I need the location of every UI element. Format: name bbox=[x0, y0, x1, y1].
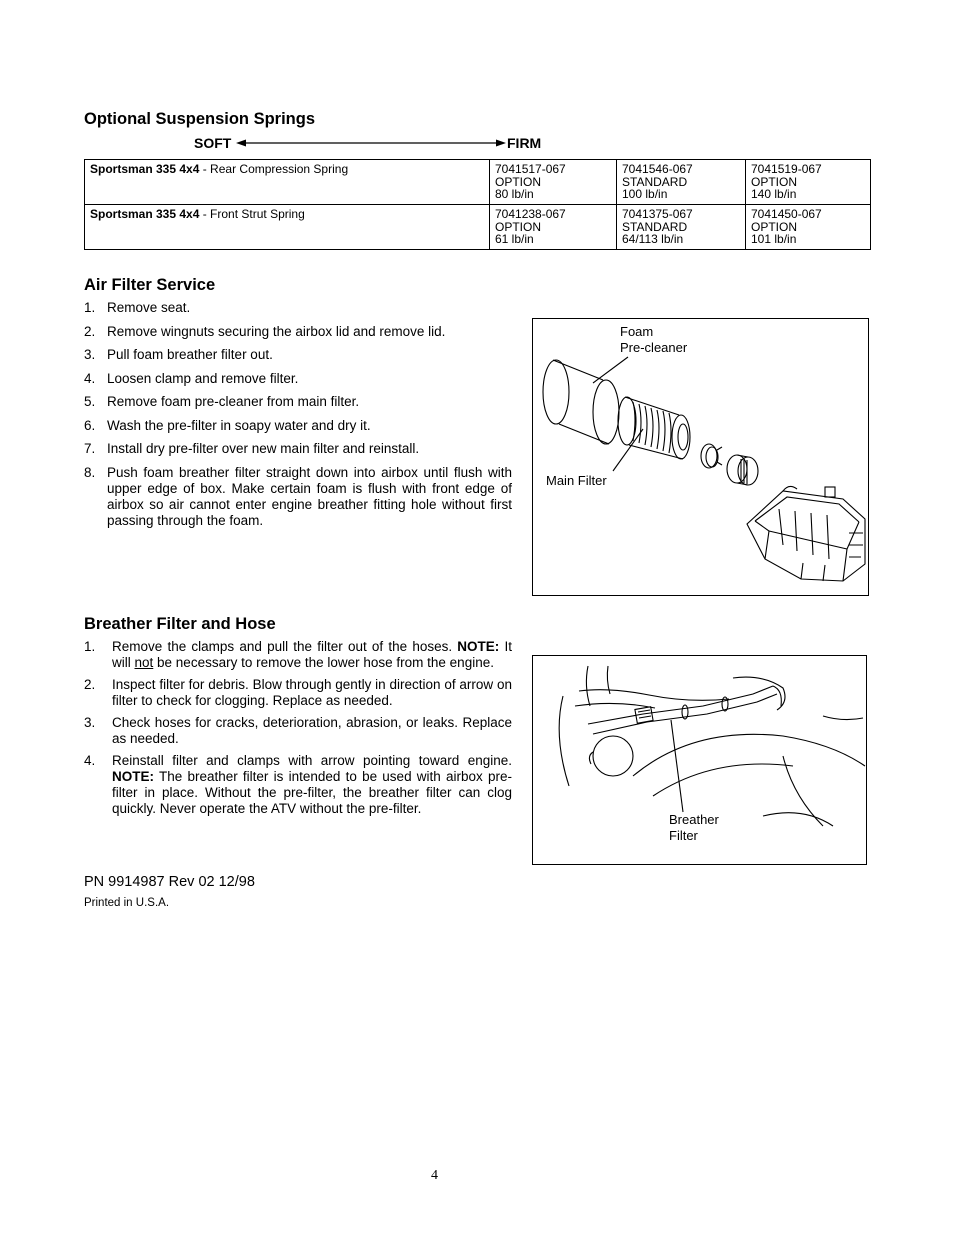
step-number: 7. bbox=[84, 441, 96, 456]
foam-label-line2: Pre-cleaner bbox=[620, 340, 688, 355]
spring-option-cell bbox=[746, 205, 871, 250]
step-text: Wash the pre-filter in soapy water and dry it. bbox=[107, 417, 371, 433]
step-number: 6. bbox=[84, 417, 96, 433]
step-number: 4. bbox=[84, 370, 96, 386]
list-item bbox=[84, 639, 512, 671]
spring-option-cell bbox=[490, 205, 617, 250]
step-text: Pull foam breather filter out. bbox=[107, 347, 273, 362]
spring-model: Sportsman 335 4x4 bbox=[90, 207, 200, 221]
step-text: Remove wingnuts securing the airbox lid and remove lid. bbox=[107, 323, 446, 339]
step-number: 8. bbox=[84, 464, 96, 480]
spring-rate: 101 lb/in bbox=[751, 232, 797, 246]
step-number: 3. bbox=[84, 715, 96, 730]
spring-type: OPTION bbox=[495, 219, 542, 234]
spring-type: OPTION bbox=[751, 219, 798, 234]
spring-type: OPTION bbox=[751, 174, 798, 189]
main-filter-label: Main Filter bbox=[546, 473, 607, 488]
air-filter-heading: Air Filter Service bbox=[84, 276, 216, 294]
note-label: NOTE: bbox=[457, 639, 500, 654]
page-number: 4 bbox=[431, 1168, 438, 1183]
air-filter-figure bbox=[532, 318, 869, 596]
spring-type: OPTION bbox=[495, 174, 542, 189]
step-text: Remove foam pre-cleaner from main filter. bbox=[107, 394, 360, 409]
step-text: The breather filter is intended to be used with airbox pre-filter in place. Without the pre-filter, the breather filter can clog quickly. Never operate the ATV without the pre-filter. bbox=[112, 769, 512, 816]
springs-table bbox=[84, 159, 871, 250]
step-text: Remove the clamps and pull the filter out of the hoses. bbox=[112, 639, 458, 654]
spring-rate: 64/113 lb/in bbox=[622, 232, 684, 246]
step-text: Push foam breather filter straight down into airbox until flush with upper edge of box. Make certain foam is flush with front edge of airbox so air cannot enter engine breather fitting hole without first passing through the foam. bbox=[107, 464, 512, 528]
list-item bbox=[84, 394, 512, 410]
spring-option-cell bbox=[746, 160, 871, 205]
step-text: Reinstall filter and clamps with arrow pointing toward engine. bbox=[112, 753, 512, 768]
spring-desc: - Rear Compression Spring bbox=[199, 162, 349, 176]
step-text: be necessary to remove the lower hose from the engine. bbox=[153, 655, 494, 670]
step-text: Remove seat. bbox=[107, 300, 191, 315]
part-number: 7041546-067 bbox=[622, 162, 693, 176]
list-item bbox=[84, 465, 512, 529]
breather-label-line2: Filter bbox=[669, 828, 698, 843]
list-item bbox=[84, 324, 512, 340]
spring-rate: 61 lb/in bbox=[495, 232, 534, 246]
breather-steps bbox=[84, 639, 512, 817]
soft-label: SOFT bbox=[194, 135, 232, 151]
breather-filter-figure bbox=[532, 655, 867, 865]
part-number: 7041517-067 bbox=[495, 162, 566, 176]
step-number: 1. bbox=[84, 300, 96, 315]
list-item bbox=[84, 347, 512, 363]
step-text: Check hoses for cracks, deterioration, abrasion, or leaks. Replace as needed. bbox=[112, 715, 512, 746]
soft-firm-arrow bbox=[236, 137, 506, 149]
list-item bbox=[84, 677, 512, 709]
spring-desc: - Front Strut Spring bbox=[199, 207, 305, 221]
list-item bbox=[84, 715, 512, 747]
part-number: 7041450-067 bbox=[751, 207, 822, 221]
spring-type: STANDARD bbox=[622, 174, 688, 189]
table-row bbox=[85, 205, 871, 250]
step-text: It will bbox=[112, 639, 512, 670]
step-number: 4. bbox=[84, 753, 96, 768]
list-item bbox=[84, 441, 512, 457]
part-number: 7041519-067 bbox=[751, 162, 822, 176]
spring-option-cell bbox=[490, 160, 617, 205]
spring-option-cell bbox=[617, 160, 746, 205]
step-number: 2. bbox=[84, 677, 96, 692]
spring-rate: 80 lb/in bbox=[495, 187, 534, 201]
step-number: 1. bbox=[84, 639, 96, 654]
firm-label: FIRM bbox=[507, 135, 542, 151]
spring-type: STANDARD bbox=[622, 219, 688, 234]
spring-option-cell bbox=[617, 205, 746, 250]
note-label: NOTE: bbox=[112, 769, 154, 784]
list-item bbox=[84, 753, 512, 817]
part-number: 7041375-067 bbox=[622, 207, 693, 221]
air-filter-steps bbox=[84, 300, 512, 529]
breather-label-line1: Breather bbox=[669, 812, 719, 827]
list-item bbox=[84, 418, 512, 434]
step-text: Inspect filter for debris. Blow through gently in direction of arrow on filter to check for clogging. Replace as needed. bbox=[112, 677, 512, 708]
foam-label-line1: Foam bbox=[620, 324, 654, 339]
springs-heading: Optional Suspension Springs bbox=[84, 110, 316, 128]
table-row bbox=[85, 160, 871, 205]
spring-rate: 100 lb/in bbox=[622, 187, 668, 201]
list-item bbox=[84, 300, 512, 316]
step-text: Loosen clamp and remove filter. bbox=[107, 370, 299, 386]
breather-illustration bbox=[533, 656, 866, 864]
emphasis-text: not bbox=[134, 655, 154, 670]
spring-desc-cell bbox=[85, 205, 490, 250]
list-item bbox=[84, 371, 512, 387]
step-text: Install dry pre-filter over new main filter and reinstall. bbox=[107, 441, 420, 456]
spring-model: Sportsman 335 4x4 bbox=[90, 162, 200, 176]
spring-desc-cell bbox=[85, 160, 490, 205]
step-number: 3. bbox=[84, 347, 96, 362]
part-number: 7041238-067 bbox=[495, 207, 566, 221]
step-number: 2. bbox=[84, 323, 96, 339]
breather-heading: Breather Filter and Hose bbox=[84, 615, 276, 633]
air-filter-illustration bbox=[533, 319, 868, 595]
spring-rate: 140 lb/in bbox=[751, 187, 797, 201]
step-number: 5. bbox=[84, 394, 96, 409]
printed-in: Printed in U.S.A. bbox=[84, 897, 170, 909]
part-number-revision: PN 9914987 Rev 02 12/98 bbox=[84, 874, 255, 890]
